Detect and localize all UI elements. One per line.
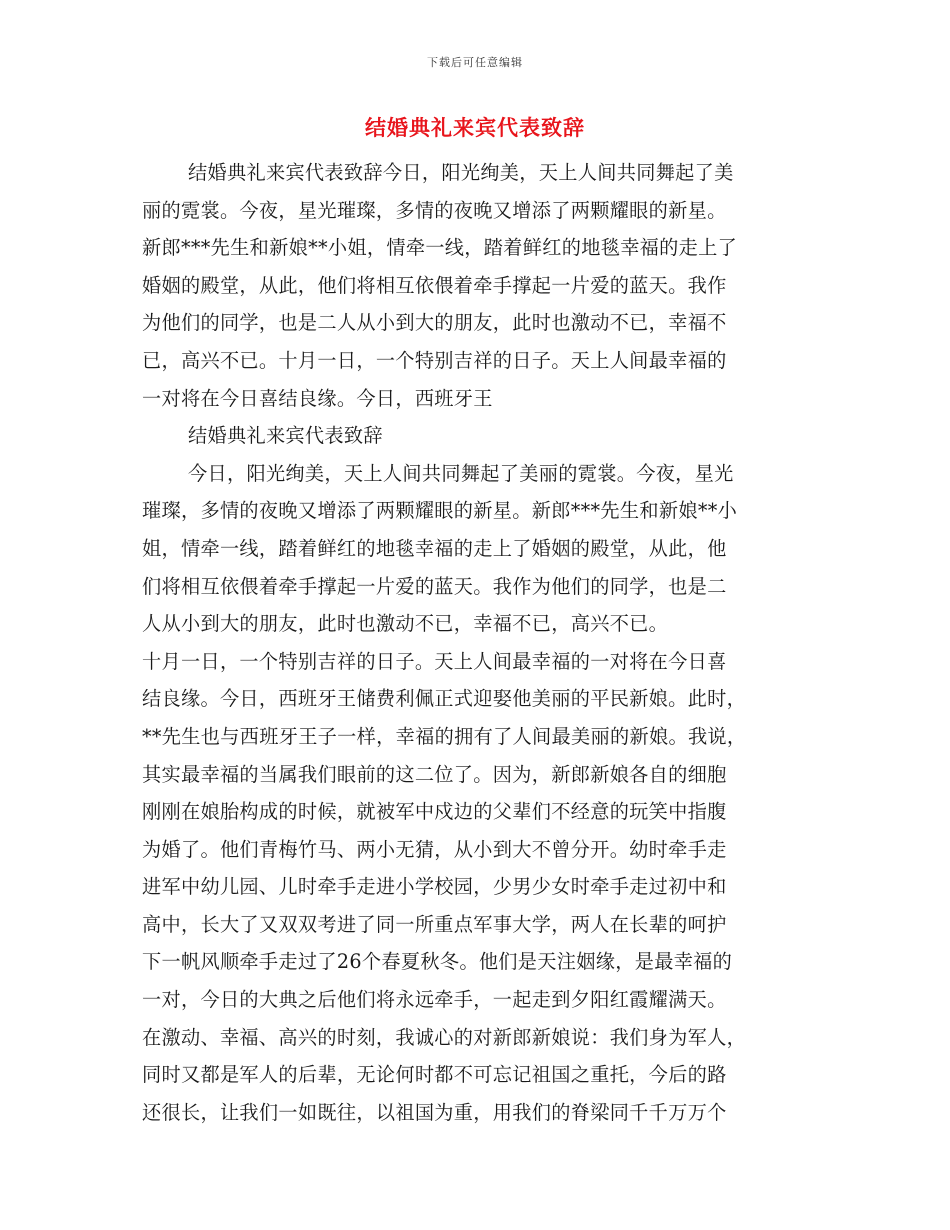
body-line: 婚姻的殿堂，从此，他们将相互依偎着牵手撑起一片爱的蓝天。我作: [142, 273, 727, 297]
body-line: 丽的霓裳。今夜，星光璀璨，多情的夜晚又增添了两颗耀眼的新星。: [142, 198, 727, 222]
body-line: 一对将在今日喜结良缘。今日，西班牙王: [142, 386, 493, 410]
body-line: 下一帆风顺牵手走过了26个春夏秋冬。他们是天注姻缘，是最幸福的: [142, 950, 733, 974]
body-line: 们将相互依偎着牵手撑起一片爱的蓝天。我作为他们的同学，也是二: [142, 574, 727, 598]
document-title: 结婚典礼来宾代表致辞: [365, 115, 585, 140]
body-line: 人从小到大的朋友，此时也激动不已，幸福不已，高兴不已。: [142, 612, 669, 636]
body-line: 一对，今日的大典之后他们将永远牵手，一起走到夕阳红霞耀满天。: [142, 988, 727, 1012]
body-line: 结婚典礼来宾代表致辞今日，阳光绚美，天上人间共同舞起了美: [188, 161, 734, 184]
body-line: 为他们的同学，也是二人从小到大的朋友，此时也激动不已，幸福不: [142, 311, 727, 335]
body-line: 还很长，让我们一如既往，以祖国为重，用我们的脊梁同千千万万个: [142, 1100, 727, 1124]
body-line: 十月一日，一个特别吉祥的日子。天上人间最幸福的一对将在今日喜: [142, 649, 727, 673]
body-line: 新郎***先生和新娘**小姐，情牵一线，踏着鲜红的地毯幸福的走上了: [142, 236, 738, 260]
body-line: 进军中幼儿园、儿时牵手走进小学校园，少男少女时牵手走过初中和: [142, 875, 727, 899]
body-line: 其实最幸福的当属我们眼前的这二位了。因为，新郎新娘各自的细胞: [142, 762, 727, 786]
document-body: [142, 154, 808, 1131]
body-line: 高中，长大了又双双考进了同一所重点军事大学，两人在长辈的呵护: [142, 912, 727, 936]
body-line: 已，高兴不已。十月一日，一个特别吉祥的日子。天上人间最幸福的: [142, 348, 727, 372]
body-line: 为婚了。他们青梅竹马、两小无猜，从小到大不曾分开。幼时牵手走: [142, 837, 727, 861]
body-line: 璀璨，多情的夜晚又增添了两颗耀眼的新星。新郎***先生和新娘**小: [142, 499, 738, 523]
body-line: 刚刚在娘胎构成的时候，就被军中戍边的父辈们不经意的玩笑中指腹: [142, 800, 727, 824]
body-line: 结良缘。今日，西班牙王储费利佩正式迎娶他美丽的平民新娘。此时，: [142, 687, 747, 711]
section-heading: 结婚典礼来宾代表致辞: [188, 424, 383, 448]
body-line: **先生也与西班牙王子一样，幸福的拥有了人间最美丽的新娘。我说，: [142, 724, 747, 748]
page-header-note: 下载后可任意编辑: [427, 56, 523, 69]
body-line: 在激动、幸福、高兴的时刻，我诚心的对新郎新娘说：我们身为军人，: [142, 1025, 747, 1049]
body-line: 同时又都是军人的后辈，无论何时都不可忘记祖国之重托，今后的路: [142, 1063, 727, 1087]
body-line: 今日，阳光绚美，天上人间共同舞起了美丽的霓裳。今夜，星光: [188, 461, 734, 485]
body-line: 姐，情牵一线，踏着鲜红的地毯幸福的走上了婚姻的殿堂，从此，他: [142, 536, 727, 560]
